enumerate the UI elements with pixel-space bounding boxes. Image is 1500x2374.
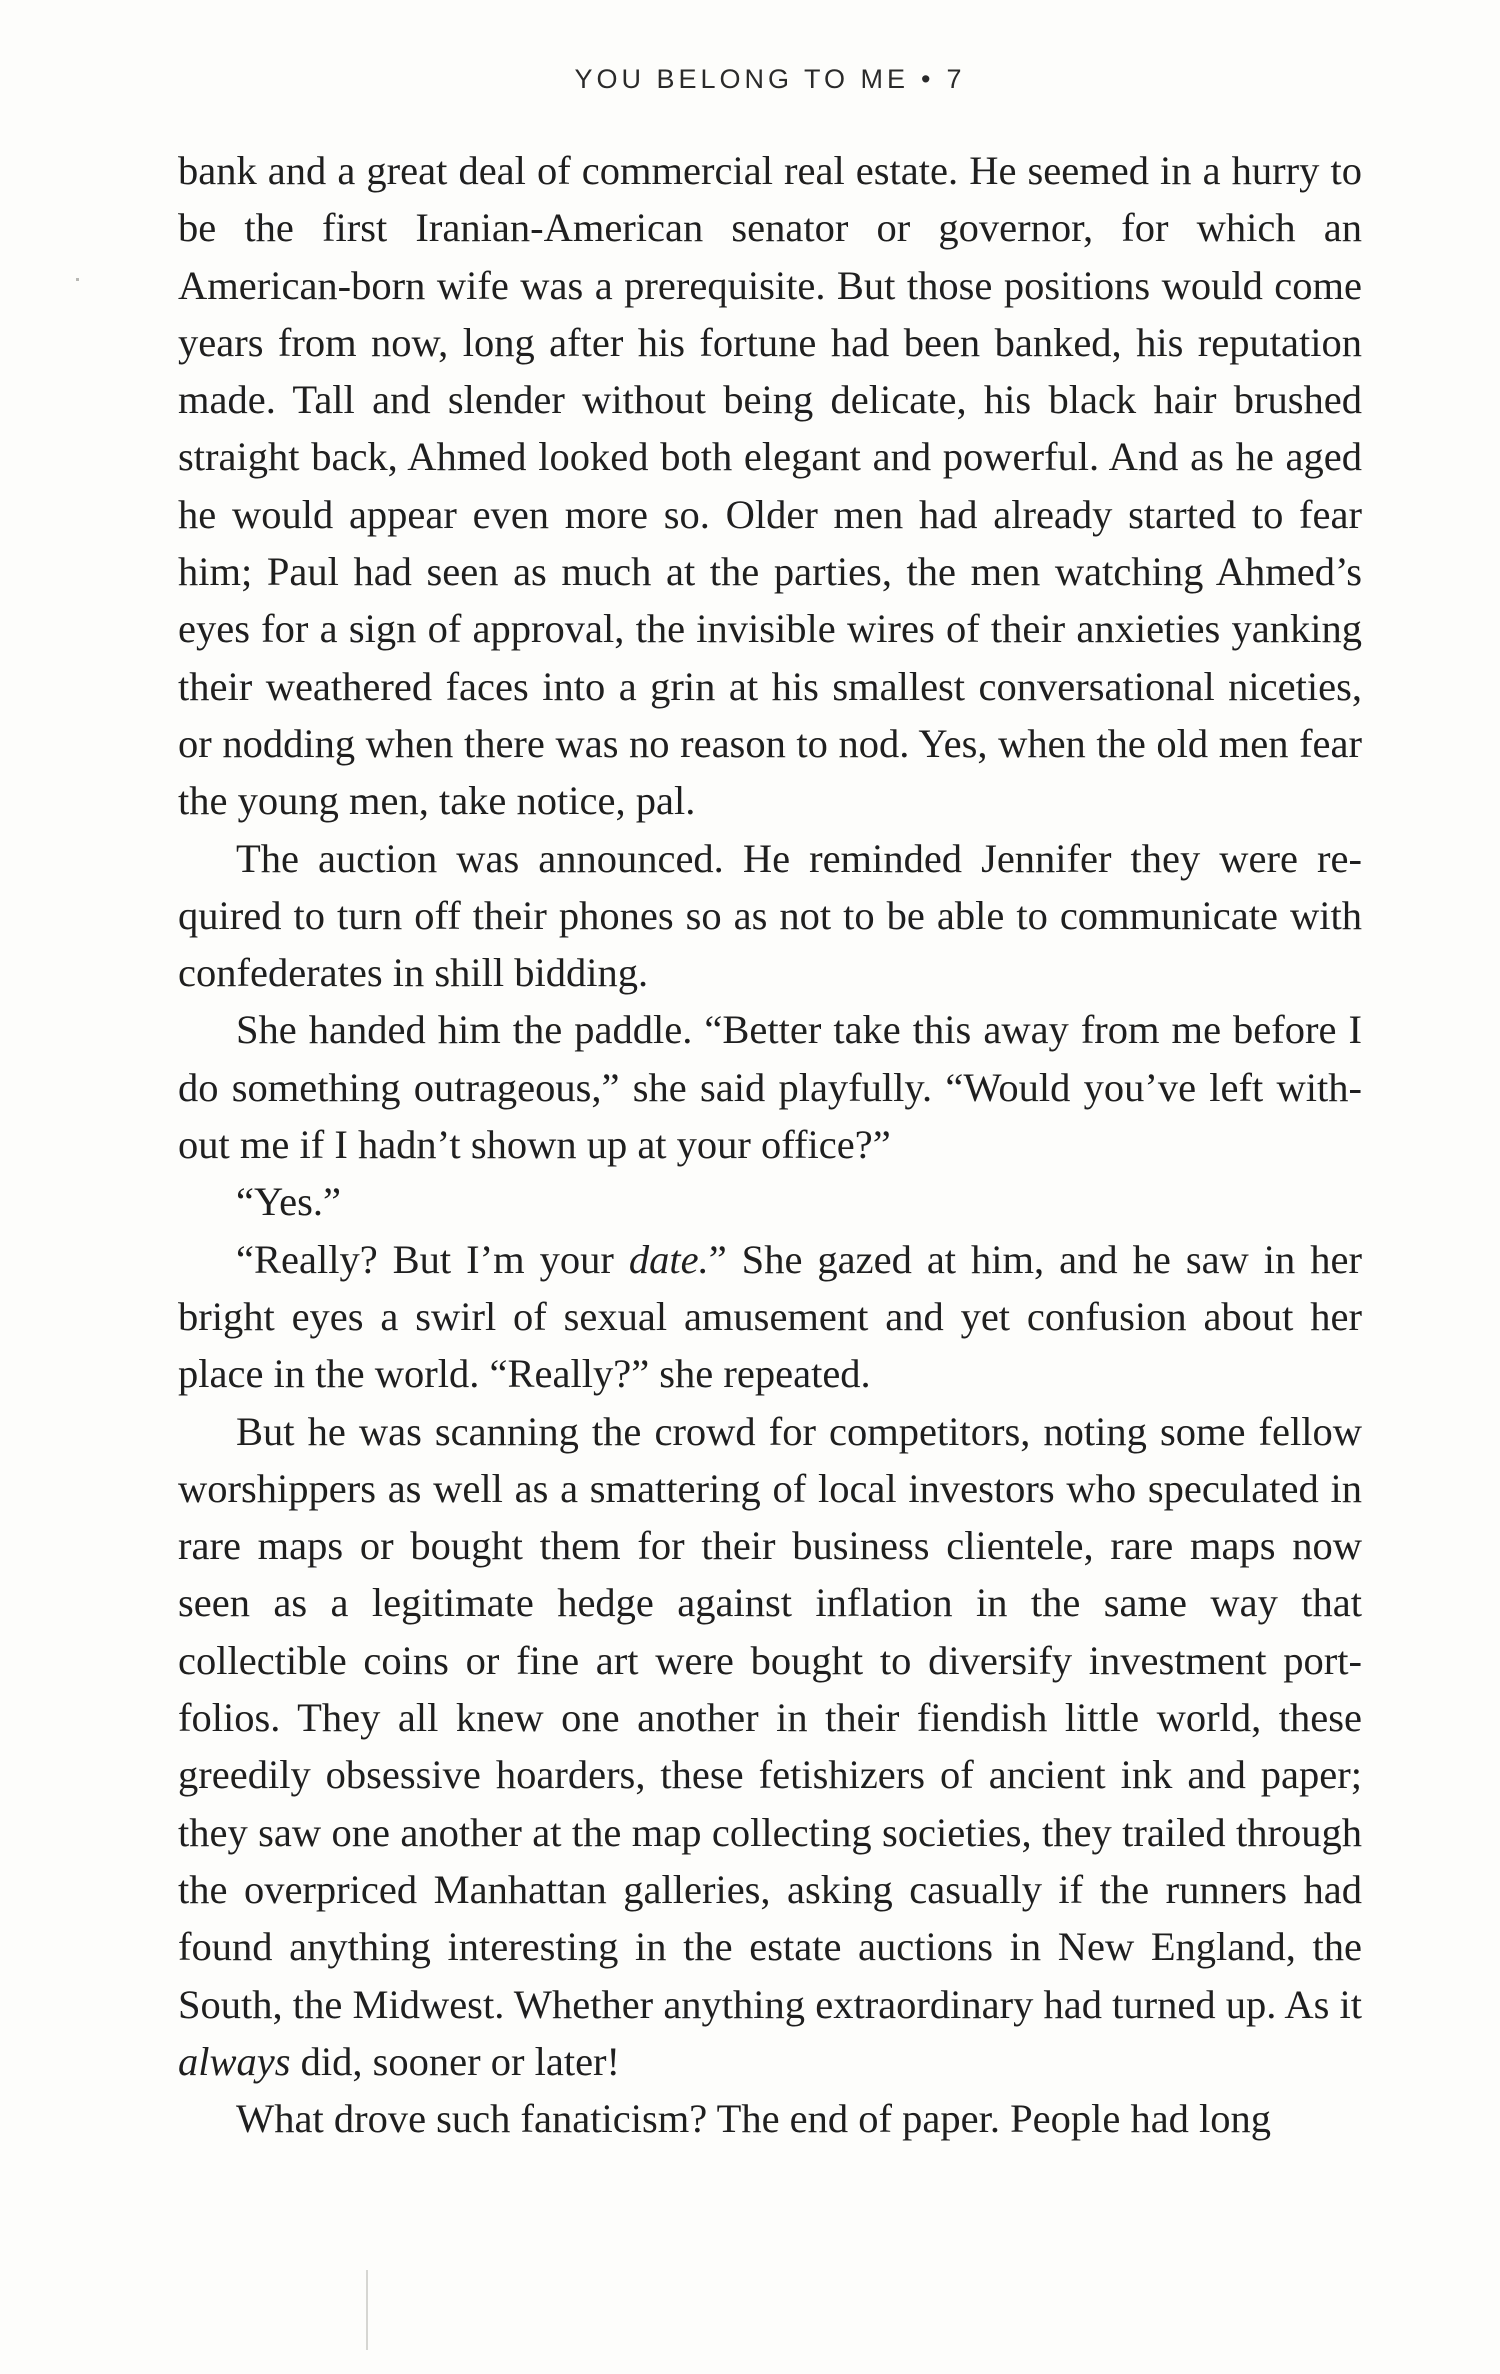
italic-text: date. (628, 1236, 709, 1282)
paragraph (178, 1001, 1362, 1173)
running-head (178, 60, 1362, 98)
paragraph (178, 1403, 1362, 2091)
paragraph-text: “Really? But I’m your (236, 1236, 629, 1282)
paragraph-text: But he was scanning the crowd for competitors, noting some fellow worshippers as well as a smattering of local investors who speculated in rare maps or bought them for their business clientele, rare maps now seen as a legitimate hedge against inflation in the same way that collectible coins or fine art were bought to diversify investment portfolios. They all knew one another in their fiendish little world, these greedily obsessive hoarders, these fetishizers of ancient ink and paper; they saw one another at the map collecting societies, they trailed through the overpriced Manhattan galleries, asking casually if the runners had found anything interesting in the estate auctions in New England, the South, the Midwest. Whether anything extraordinary had turned up. As it (178, 1408, 1362, 2027)
paragraph (178, 1231, 1362, 1403)
paragraph (178, 830, 1362, 1002)
paragraph-text: She handed him the paddle. “Better take this away from me before I do something outrageous,” she said playfully. “Would you’ve left without me if I hadn’t shown up at your office?” (178, 1007, 1362, 1168)
body-text (178, 142, 1362, 2147)
paragraph-text: What drove such fanaticism? The end of paper. People had long (236, 2096, 1272, 2142)
book-page (178, 60, 1362, 2320)
scan-speck (76, 278, 79, 281)
paragraph (178, 142, 1362, 830)
paragraph-text: bank and a great deal of commercial real estate. He seemed in a hurry to be the first Iranian-American senator or governor, for which an American-born wife was a prerequisite. But those positions would come years from now, long after his fortune had been banked, his reputation made. Tall and slender without being delicate, his black hair brushed straight back, Ahmed looked both elegant and powerful. And as he aged he would appear even more so. Older men had already started to fear him; Paul had seen as much at the parties, the men watching Ahmed’s eyes for a sign of approval, the invisible wires of their anxieties yanking their weathered faces into a grin at his smallest conversational niceties, or nodding when there was no reason to nod. Yes, when the old men fear the young men, take notice, pal. (178, 148, 1362, 824)
paragraph-text: “Yes.” (236, 1179, 342, 1225)
page-number: 7 (946, 64, 966, 94)
paragraph-text: ” She gazed at him, and he saw in her bright eyes a swirl of sexual amusement and yet confusion about her place in the world. “Really?” she repeated. (178, 1236, 1362, 1397)
paragraph-text: did, sooner or later! (290, 2038, 621, 2084)
paragraph (178, 2090, 1362, 2147)
italic-text: always (178, 2038, 291, 2084)
paragraph (178, 1173, 1362, 1230)
scan-speck (366, 2270, 368, 2350)
book-title: YOU BELONG TO ME (574, 64, 910, 94)
separator-bullet: • (921, 64, 935, 94)
paragraph-text: The auction was announced. He reminded Jennifer they were required to turn off their phones so as not to be able to communicate with confederates in shill bidding. (178, 835, 1362, 996)
